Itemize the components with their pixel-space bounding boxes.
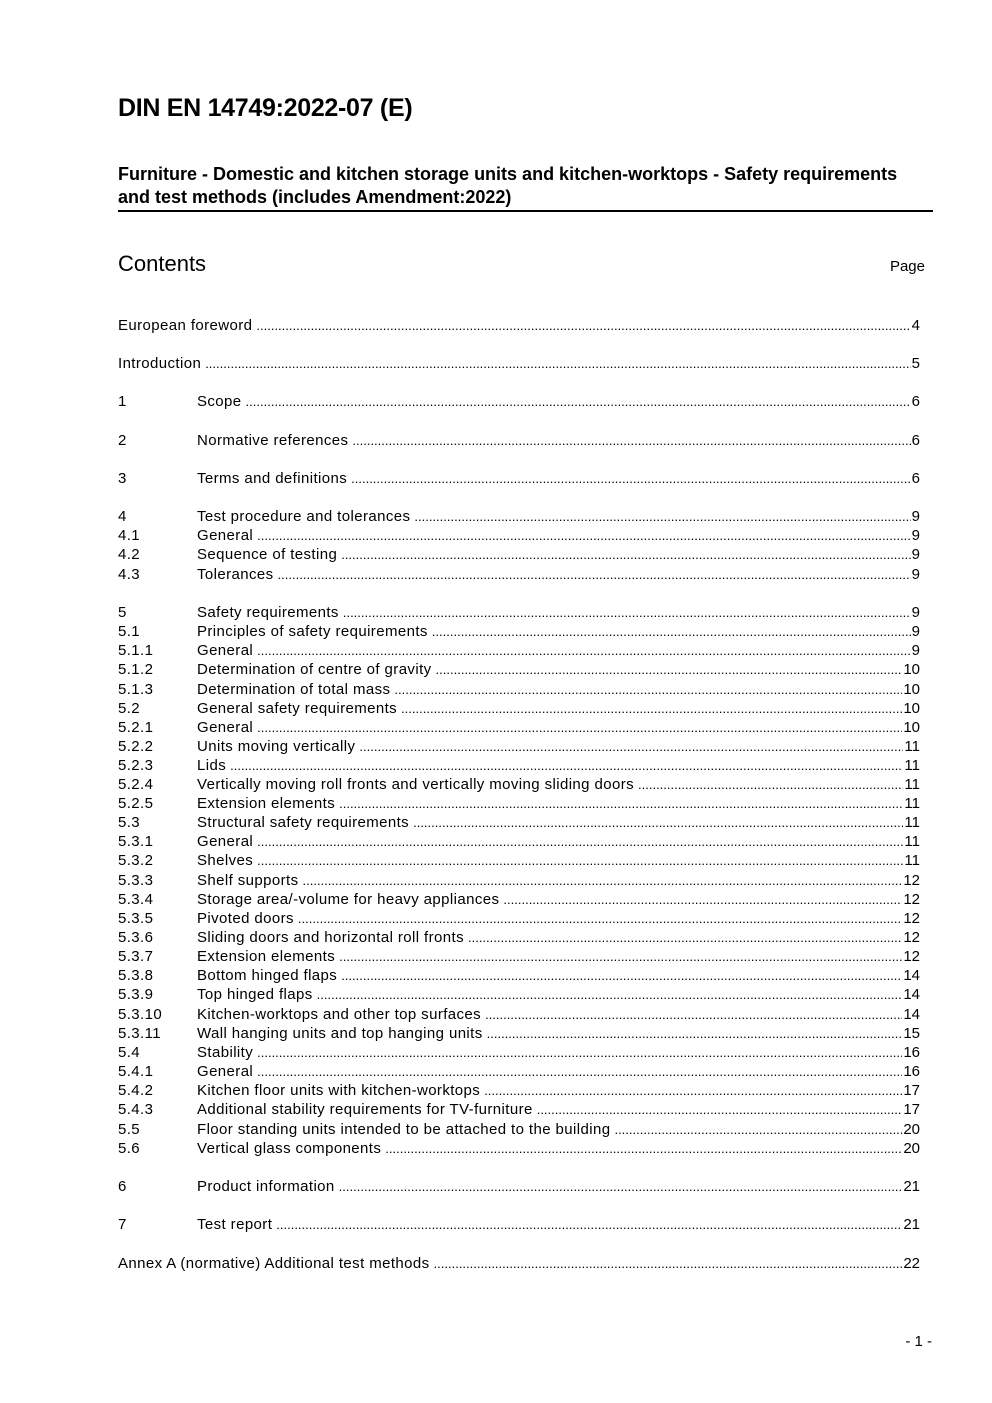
- toc-dot-leader: [205, 354, 910, 373]
- toc-entry-page: 17: [903, 1082, 920, 1099]
- toc-entry-number: 6: [118, 1178, 127, 1195]
- toc-entry-title: Tolerances: [197, 566, 274, 583]
- toc-dot-leader: [278, 565, 911, 584]
- toc-entry-page: 11: [904, 814, 920, 831]
- toc-entry-title: Safety requirements: [197, 604, 339, 621]
- toc-entry[interactable]: [118, 1005, 920, 1024]
- toc-entry-number: 5.2.1: [118, 719, 154, 736]
- toc-entry-number: 5.2.3: [118, 757, 154, 774]
- toc-dot-leader: [317, 985, 903, 1004]
- toc-entry[interactable]: [118, 1215, 920, 1234]
- toc-entry-page: 11: [904, 738, 920, 755]
- toc-entry[interactable]: [118, 526, 920, 545]
- toc-dot-leader: [394, 680, 902, 699]
- toc-dot-leader: [257, 526, 910, 545]
- toc-entry-title: General: [197, 1063, 254, 1080]
- toc-dot-leader: [484, 1081, 902, 1100]
- toc-entry-page: 4: [911, 317, 920, 334]
- toc-entry-number: 5.3.10: [118, 1006, 163, 1023]
- document-subtitle: Furniture - Domestic and kitchen storage units and kitchen-worktops - Safety requirements and test methods (includes Amendment:2022): [118, 163, 933, 212]
- toc-entry-number: 3: [118, 470, 127, 487]
- toc-entry-number: 5.3.6: [118, 929, 154, 946]
- toc-dot-leader: [485, 1005, 902, 1024]
- toc-entry-title: Lids: [197, 757, 227, 774]
- toc-entry-number: 2: [118, 432, 127, 449]
- toc-entry[interactable]: [118, 507, 920, 526]
- toc-entry-title: Principles of safety requirements: [197, 623, 428, 640]
- toc-entry[interactable]: [118, 890, 920, 909]
- toc-entry-number: 5.4: [118, 1044, 141, 1061]
- toc-entry[interactable]: [118, 1177, 920, 1196]
- toc-entry-page: 6: [911, 393, 920, 410]
- page-number: - 1 -: [905, 1333, 932, 1350]
- toc-entry[interactable]: [118, 985, 920, 1004]
- toc-entry-title: Shelf supports: [197, 872, 299, 889]
- toc-entry-page: 22: [903, 1255, 920, 1272]
- toc-entry-title: Floor standing units intended to be attached to the building: [197, 1121, 611, 1138]
- toc-entry[interactable]: [118, 699, 920, 718]
- toc-entry-number: 5.4.2: [118, 1082, 154, 1099]
- toc-entry-page: 14: [903, 967, 920, 984]
- toc-entry-page: 21: [903, 1178, 920, 1195]
- toc-dot-leader: [352, 431, 910, 450]
- toc-entry-page: 20: [903, 1121, 920, 1138]
- page-column-heading: Page: [889, 258, 925, 275]
- toc-entry-number: 5.6: [118, 1140, 141, 1157]
- toc-entry[interactable]: [118, 1062, 920, 1081]
- toc-entry-number: 4: [118, 508, 127, 525]
- toc-entry-page: 12: [903, 948, 920, 965]
- toc-entry-number: 5: [118, 604, 127, 621]
- toc-entry-page: 11: [904, 795, 920, 812]
- toc-entry[interactable]: [118, 947, 920, 966]
- toc-entry[interactable]: [118, 1254, 920, 1273]
- toc-entry-page: 16: [903, 1063, 920, 1080]
- toc-entry[interactable]: [118, 909, 920, 928]
- toc-dot-leader: [298, 909, 902, 928]
- toc-entry-title: Kitchen floor units with kitchen-worktops: [197, 1082, 481, 1099]
- toc-entry[interactable]: [118, 813, 920, 832]
- toc-entry-page: 9: [911, 566, 920, 583]
- toc-entry-title: Product information: [197, 1178, 335, 1195]
- toc-entry-number: 5.5: [118, 1121, 141, 1138]
- toc-entry[interactable]: [118, 680, 920, 699]
- toc-entry-page: 12: [903, 910, 920, 927]
- toc-entry-number: 5.3.1: [118, 833, 154, 850]
- toc-entry[interactable]: [118, 718, 920, 737]
- toc-entry[interactable]: [118, 737, 920, 756]
- toc-dot-leader: [432, 622, 911, 641]
- toc-entry[interactable]: [118, 622, 920, 641]
- toc-entry-number: 5.3.9: [118, 986, 154, 1003]
- toc-entry-page: 20: [903, 1140, 920, 1157]
- toc-entry-number: 5.2.4: [118, 776, 154, 793]
- toc-dot-leader: [339, 947, 902, 966]
- toc-entry[interactable]: [118, 431, 920, 450]
- toc-entry-title: Scope: [197, 393, 242, 410]
- toc-dot-leader: [230, 756, 903, 775]
- toc-entry[interactable]: [118, 1139, 920, 1158]
- toc-entry[interactable]: [118, 565, 920, 584]
- toc-entry-page: 9: [911, 604, 920, 621]
- toc-entry-page: 16: [903, 1044, 920, 1061]
- toc-dot-leader: [303, 871, 903, 890]
- toc-dot-leader: [257, 832, 903, 851]
- toc-dot-leader: [434, 1254, 903, 1273]
- toc-entry-title: Pivoted doors: [197, 910, 294, 927]
- toc-entry-title: Vertical glass components: [197, 1140, 382, 1157]
- toc-dot-leader: [257, 641, 910, 660]
- toc-entry-number: 4.1: [118, 527, 141, 544]
- toc-entry-number: 5.1.3: [118, 681, 154, 698]
- toc-entry[interactable]: [118, 1024, 920, 1043]
- toc-entry-page: 12: [903, 929, 920, 946]
- toc-dot-leader: [339, 794, 903, 813]
- toc-entry-title: European foreword: [118, 317, 253, 334]
- toc-entry-page: 12: [903, 891, 920, 908]
- toc-dot-leader: [638, 775, 903, 794]
- toc-entry[interactable]: [118, 392, 920, 411]
- toc-dot-leader: [414, 507, 910, 526]
- toc-entry[interactable]: [118, 966, 920, 985]
- toc-entry-title: Shelves: [197, 852, 254, 869]
- toc-entry-page: 9: [911, 623, 920, 640]
- toc-dot-leader: [341, 545, 910, 564]
- toc-entry[interactable]: [118, 469, 920, 488]
- toc-entry-number: 1: [118, 393, 127, 410]
- toc-entry-number: 5.4.1: [118, 1063, 154, 1080]
- toc-entry[interactable]: [118, 1043, 920, 1062]
- toc-dot-leader: [359, 737, 903, 756]
- toc-dot-leader: [614, 1120, 902, 1139]
- toc-entry-number: 4.2: [118, 546, 141, 563]
- toc-entry-page: 5: [911, 355, 920, 372]
- toc-entry-title: Determination of centre of gravity: [197, 661, 432, 678]
- toc-dot-leader: [257, 1043, 902, 1062]
- toc-dot-leader: [468, 928, 902, 947]
- toc-entry-page: 10: [903, 661, 920, 678]
- toc-entry-title: Wall hanging units and top hanging units: [197, 1025, 483, 1042]
- toc-entry-page: 11: [904, 757, 920, 774]
- toc-entry-number: 5.3.4: [118, 891, 154, 908]
- toc-entry-title: General: [197, 719, 254, 736]
- toc-entry-title: Additional stability requirements for TV-furniture: [197, 1101, 533, 1118]
- toc-entry[interactable]: [118, 316, 920, 335]
- toc-entry[interactable]: [118, 851, 920, 870]
- toc-entry-number: 5.3.3: [118, 872, 154, 889]
- toc-entry-number: 5.3.5: [118, 910, 154, 927]
- toc-entry-title: General safety requirements: [197, 700, 398, 717]
- toc-entry[interactable]: [118, 354, 920, 373]
- toc-entry-page: 9: [911, 508, 920, 525]
- toc-entry[interactable]: [118, 1081, 920, 1100]
- contents-heading: Contents: [118, 251, 207, 276]
- toc-entry[interactable]: [118, 545, 920, 564]
- toc-entry-number: 5.4.3: [118, 1101, 154, 1118]
- toc-dot-leader: [413, 813, 903, 832]
- toc-entry-title: Stability: [197, 1044, 254, 1061]
- toc-dot-leader: [385, 1139, 902, 1158]
- toc-entry-number: 7: [118, 1216, 127, 1233]
- toc-entry[interactable]: [118, 794, 920, 813]
- toc-entry-title: Test procedure and tolerances: [197, 508, 411, 525]
- toc-entry-title: Test report: [197, 1216, 273, 1233]
- toc-entry-number: 5.3: [118, 814, 141, 831]
- toc-dot-leader: [257, 851, 903, 870]
- toc-dot-leader: [256, 316, 910, 335]
- toc-dot-leader: [436, 660, 903, 679]
- toc-entry-page: 10: [903, 681, 920, 698]
- toc-entry-number: 5.1.1: [118, 642, 154, 659]
- toc-dot-leader: [487, 1024, 903, 1043]
- toc-entry-page: 14: [903, 1006, 920, 1023]
- toc-entry-title: Introduction: [118, 355, 202, 372]
- toc-entry-number: 5.1: [118, 623, 141, 640]
- toc-entry-title: Bottom hinged flaps: [197, 967, 338, 984]
- toc-entry-title: Extension elements: [197, 795, 336, 812]
- toc-entry[interactable]: [118, 603, 920, 622]
- toc-entry-page: 11: [904, 852, 920, 869]
- toc-dot-leader: [257, 1062, 902, 1081]
- toc-entry[interactable]: [118, 641, 920, 660]
- toc-entry-page: 9: [911, 546, 920, 563]
- toc-entry-title: Sequence of testing: [197, 546, 338, 563]
- toc-entry[interactable]: [118, 928, 920, 947]
- toc-dot-leader: [343, 603, 911, 622]
- toc-entry[interactable]: [118, 660, 920, 679]
- toc-entry-number: 5.2.5: [118, 795, 154, 812]
- toc-entry-title: Storage area/-volume for heavy appliances: [197, 891, 500, 908]
- toc-entry-page: 17: [903, 1101, 920, 1118]
- toc-entry-page: 11: [904, 776, 920, 793]
- toc-dot-leader: [537, 1100, 903, 1119]
- toc-dot-leader: [257, 718, 902, 737]
- toc-entry-page: 10: [903, 700, 920, 717]
- toc-entry-page: 14: [903, 986, 920, 1003]
- toc-entry-title: General: [197, 833, 254, 850]
- toc-entry-title: Extension elements: [197, 948, 336, 965]
- toc-entry-number: 5.2: [118, 700, 141, 717]
- toc-entry-page: 12: [903, 872, 920, 889]
- toc-entry[interactable]: [118, 1120, 920, 1139]
- toc-dot-leader: [339, 1177, 903, 1196]
- toc-entry-number: 5.3.2: [118, 852, 154, 869]
- toc-entry-number: 5.3.11: [118, 1025, 161, 1042]
- toc-entry-title: Normative references: [197, 432, 349, 449]
- toc-entry[interactable]: [118, 1100, 920, 1119]
- toc-entry-title: Structural safety requirements: [197, 814, 410, 831]
- toc-entry-page: 9: [911, 527, 920, 544]
- toc-entry-title: Sliding doors and horizontal roll fronts: [197, 929, 464, 946]
- toc-entry[interactable]: [118, 832, 920, 851]
- toc-entry-number: 5.2.2: [118, 738, 154, 755]
- toc-entry-title: Determination of total mass: [197, 681, 391, 698]
- toc-entry-page: 11: [904, 833, 920, 850]
- toc-entry-title: General: [197, 642, 254, 659]
- toc-entry-title: Units moving vertically: [197, 738, 356, 755]
- toc-dot-leader: [503, 890, 902, 909]
- toc-entry-page: 9: [911, 642, 920, 659]
- toc-entry-title: Top hinged flaps: [197, 986, 313, 1003]
- toc-entry[interactable]: [118, 775, 920, 794]
- toc-dot-leader: [351, 469, 911, 488]
- toc-entry-number: 5.3.7: [118, 948, 154, 965]
- toc-entry-page: 21: [903, 1216, 920, 1233]
- toc-entry-number: 5.3.8: [118, 967, 154, 984]
- toc-dot-leader: [341, 966, 902, 985]
- toc-entry-page: 15: [903, 1025, 920, 1042]
- toc-dot-leader: [401, 699, 902, 718]
- toc-entry[interactable]: [118, 871, 920, 890]
- toc-entry-title: Kitchen-worktops and other top surfaces: [197, 1006, 482, 1023]
- toc-entry-title: Vertically moving roll fronts and vertically moving sliding doors: [197, 776, 635, 793]
- toc-dot-leader: [246, 392, 911, 411]
- document-id: DIN EN 14749:2022-07 (E): [118, 94, 413, 122]
- toc-entry[interactable]: [118, 756, 920, 775]
- toc-entry-page: 10: [903, 719, 920, 736]
- toc-entry-number: 5.1.2: [118, 661, 154, 678]
- toc-entry-title: Annex A (normative) Additional test methods: [118, 1255, 430, 1272]
- toc-dot-leader: [276, 1215, 902, 1234]
- toc-entry-title: General: [197, 527, 254, 544]
- toc-entry-page: 6: [911, 432, 920, 449]
- toc-entry-title: Terms and definitions: [197, 470, 348, 487]
- toc-entry-page: 6: [911, 470, 920, 487]
- toc-entry-number: 4.3: [118, 566, 141, 583]
